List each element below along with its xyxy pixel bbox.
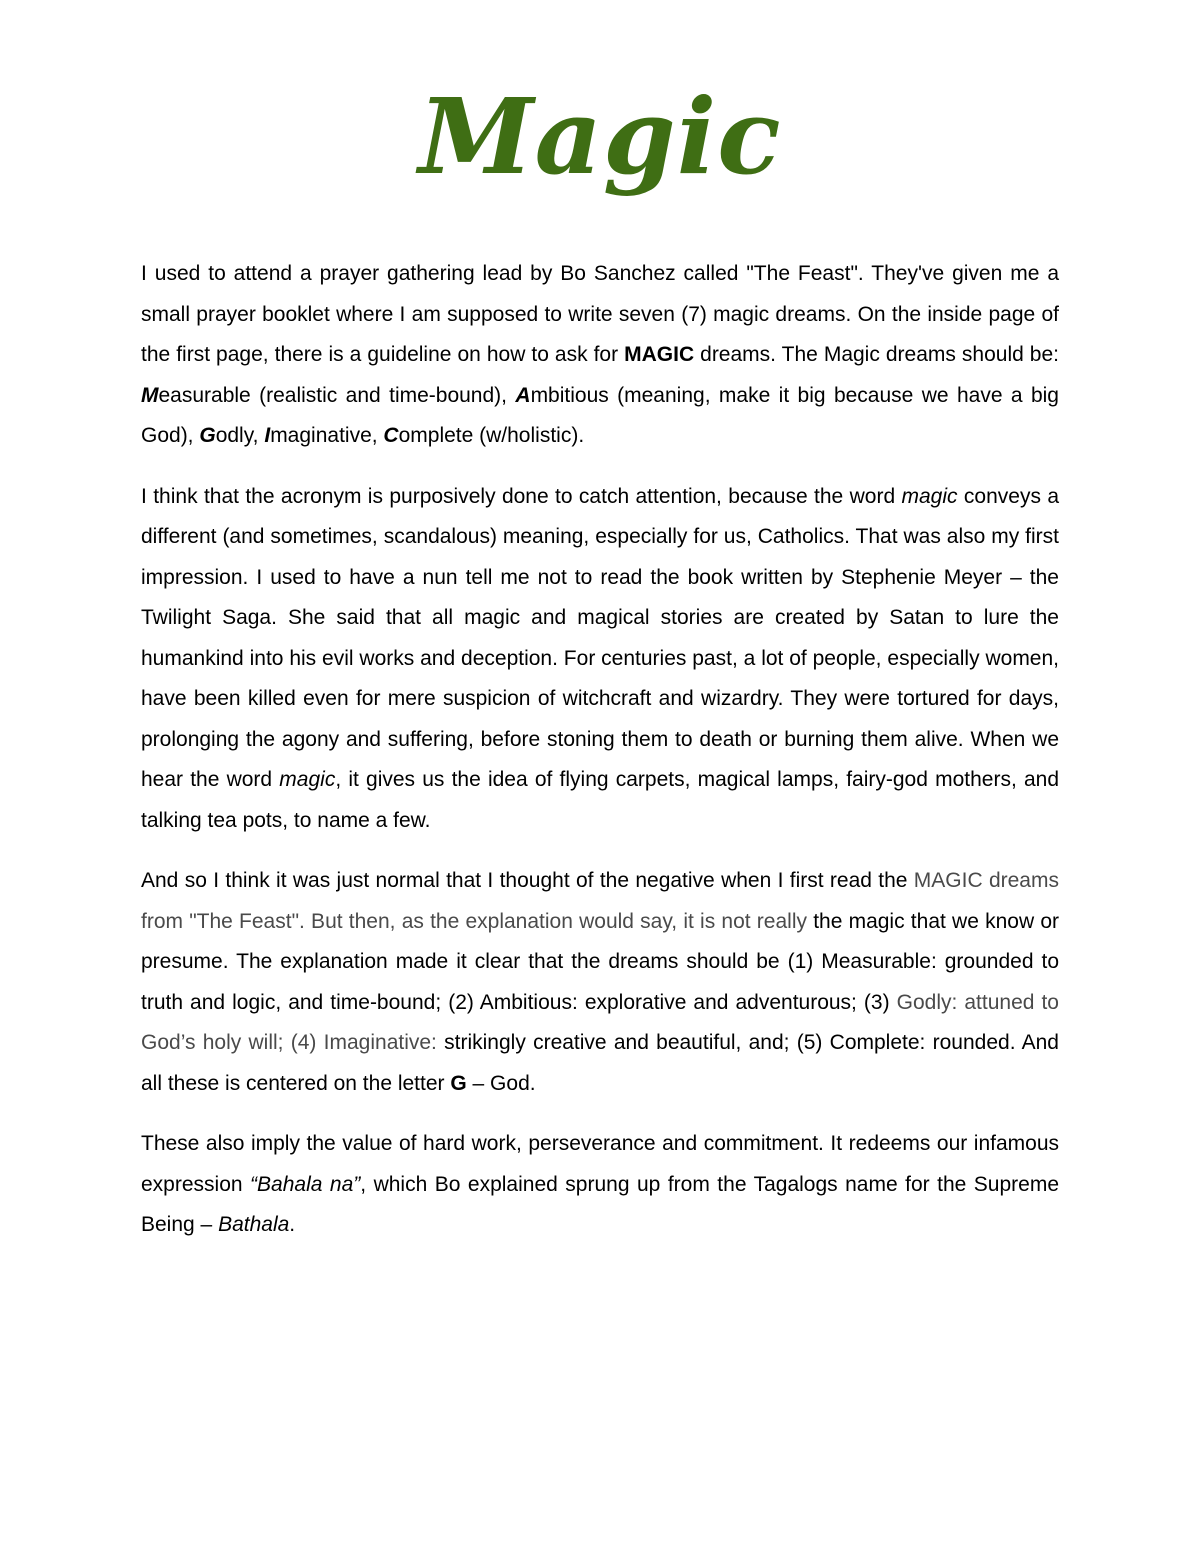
- acronym-letter-m: M: [141, 383, 159, 407]
- text-run: mbitious (meaning, make it big because we have a big God),: [141, 383, 1059, 447]
- bold-text: G: [450, 1071, 467, 1095]
- acronym-letter-g: G: [199, 424, 216, 447]
- text-run: dreams. The Magic dreams should be:: [694, 343, 1059, 366]
- bold-text: MAGIC: [624, 343, 695, 366]
- paragraph-4: [141, 1124, 1059, 1246]
- text-run: strikingly creative and beautiful, and; (5) Complete: rounded. And all these is centered on the letter: [141, 1031, 1059, 1095]
- text-run: , it gives us the idea of flying carpets, magical lamps, fairy-god mothers, and talking tea pots, to name a few.: [141, 768, 1060, 832]
- text-run: I used to attend a prayer gathering lead by Bo Sanchez called "The Feast". They've given me a small prayer booklet where I am supposed to write seven (7) magic dreams. On the inside page of the first page, there is a guideline on how to ask for: [141, 262, 1059, 366]
- text-run: These also imply the value of hard work, perseverance and commitment. It redeems our infamous expression: [141, 1132, 1059, 1196]
- text-run: And so I think it was just normal that I thought of the negative when I first read the: [141, 869, 914, 892]
- gray-text: Godly: attuned to God’s holy will; (4) Imaginative:: [141, 990, 1059, 1054]
- paragraph-3: [141, 861, 1059, 1104]
- document-title: Magic: [418, 75, 782, 198]
- acronym-letter-a: A: [515, 383, 531, 407]
- document-body: [141, 254, 1059, 1266]
- italic-text: magic: [901, 484, 958, 508]
- text-run: .: [289, 1213, 296, 1236]
- acronym-letter-c: C: [383, 424, 399, 447]
- text-run: odly,: [215, 424, 265, 447]
- text-run: easurable (realistic and time-bound),: [158, 383, 516, 407]
- text-run: – God.: [466, 1071, 536, 1095]
- paragraph-1: [141, 254, 1059, 457]
- acronym-letter-i: I: [264, 424, 271, 447]
- italic-text: Bathala: [218, 1213, 290, 1236]
- text-run: omplete (w/holistic).: [398, 424, 585, 447]
- gray-text: MAGIC dreams from "The Feast". But then, as the explanation would say, it is not really: [141, 869, 1059, 933]
- italic-text: magic: [279, 768, 336, 791]
- text-run: maginative,: [270, 424, 384, 447]
- text-run: conveys a different (and sometimes, scandalous) meaning, especially for us, Catholics. That was also my first impression. I used to have a nun tell me not to read the book written by Stephenie Meyer – the Twilight Saga. She said that all magic and magical stories are created by Satan to lure the humankind into his evil works and deception. For centuries past, a lot of people, especially women, have been killed even for mere suspicion of witchcraft and wizardry. They were tortured for days, prolonging the agony and suffering, before stoning them to death or burning them alive. When we hear the word: [141, 484, 1059, 791]
- text-run: the magic that we know or presume. The explanation made it clear that the dreams should be (1) Measurable: grounded to truth and logic, and time-bound; (2) Ambitious: explorative and adventurous; (3): [141, 909, 1059, 1014]
- paragraph-2: [141, 477, 1059, 842]
- italic-text: “Bahala na”: [250, 1172, 361, 1196]
- text-run: I think that the acronym is purposively done to catch attention, because the word: [141, 484, 902, 508]
- text-run: , which Bo explained sprung up from the Tagalogs name for the Supreme Being –: [141, 1172, 1060, 1236]
